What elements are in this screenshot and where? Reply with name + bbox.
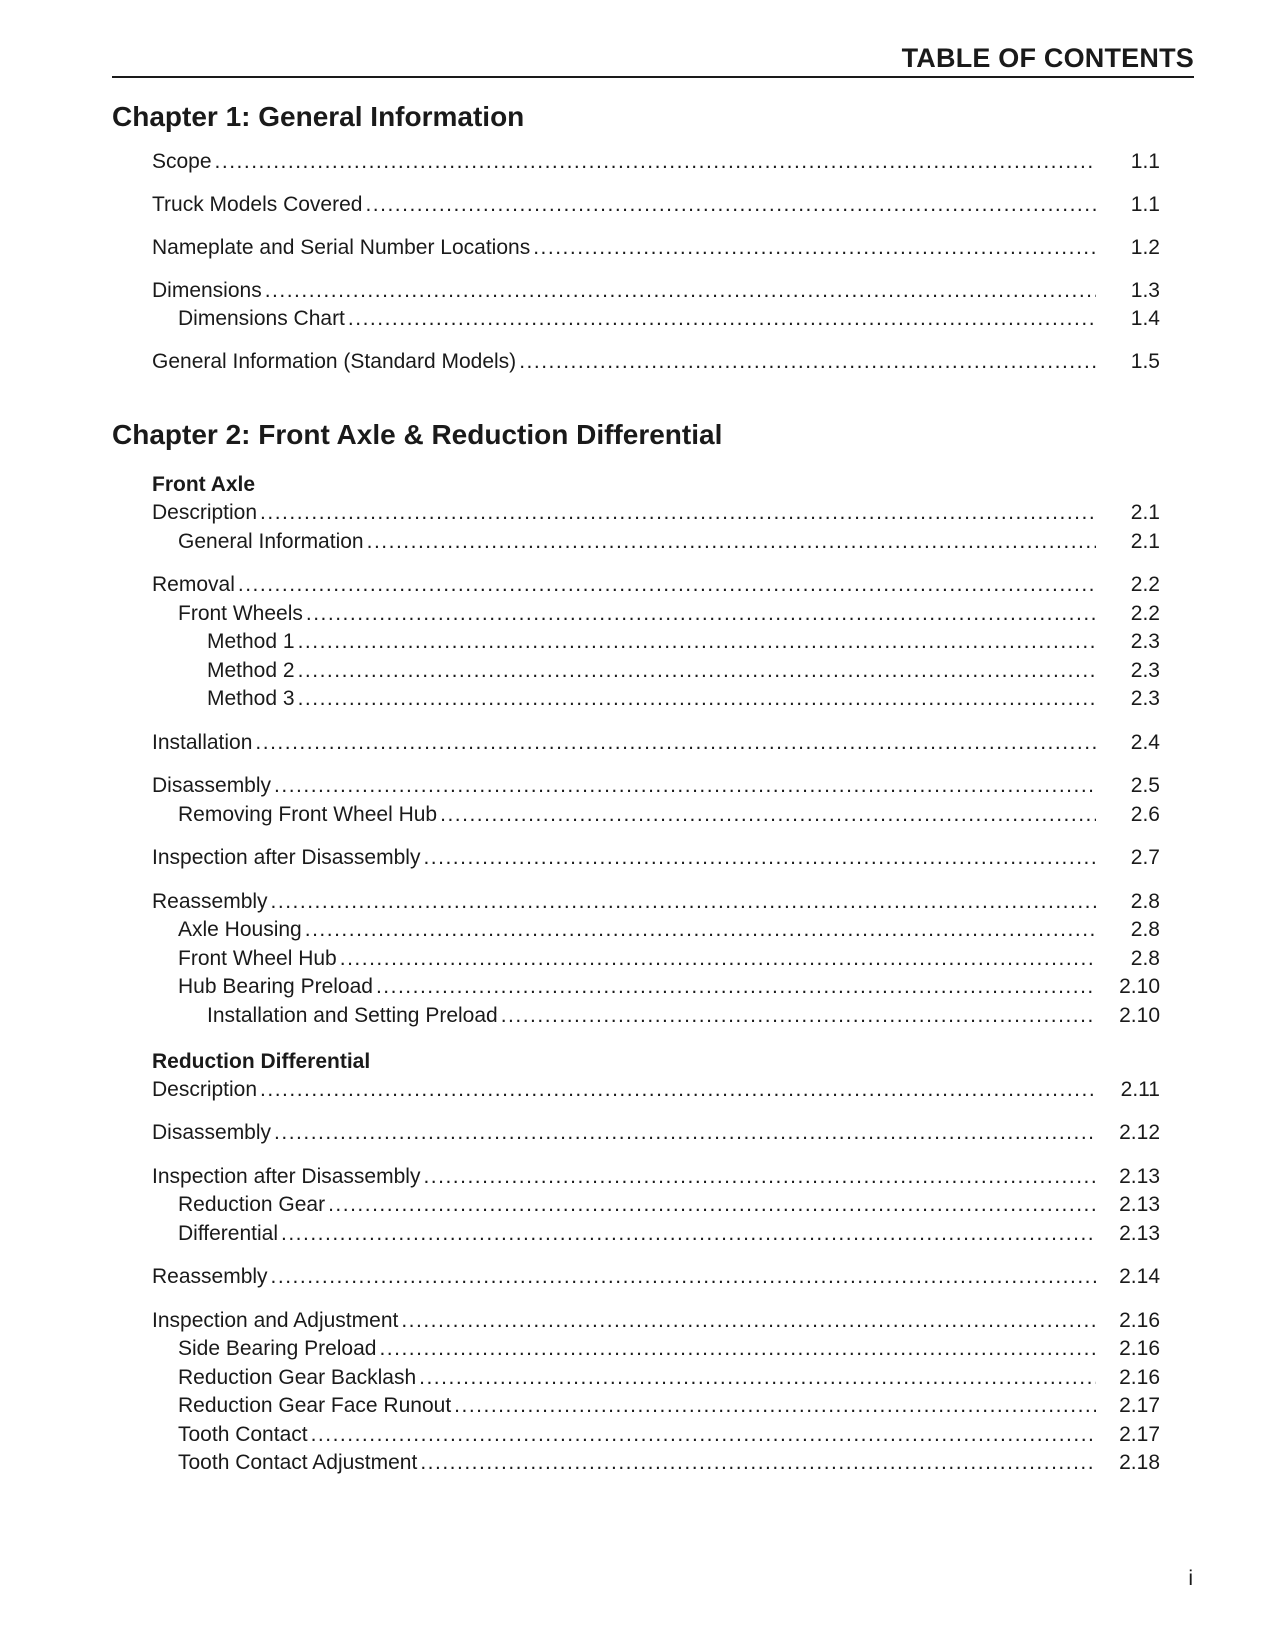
dot-leader (367, 530, 1096, 554)
toc-entry-page: 1.3 (1130, 279, 1160, 302)
toc-entry-page: 1.5 (1130, 350, 1160, 373)
toc-entry-label: Front Wheel Hub (178, 947, 337, 970)
toc-entry-page: 1.1 (1130, 193, 1160, 216)
toc-entry-dimensions[interactable] (152, 279, 1164, 307)
toc-entry-page: 2.8 (1130, 947, 1160, 970)
toc-entry-page: 2.3 (1130, 687, 1160, 710)
dot-leader (265, 279, 1096, 303)
dot-leader (533, 236, 1096, 260)
section-heading-reduction-differential: Reduction Differential (152, 1050, 371, 1073)
toc-entry-disassembly[interactable] (152, 1121, 1164, 1149)
toc-entry-label: Inspection after Disassembly (152, 846, 421, 869)
toc-entry-label: Inspection after Disassembly (152, 1165, 421, 1188)
toc-entry-reduction-gear-backlash[interactable] (178, 1366, 1164, 1394)
toc-entry-reduction-gear[interactable] (178, 1193, 1164, 1221)
dot-leader (260, 1078, 1096, 1102)
toc-entry-page: 2.13 (1119, 1193, 1160, 1216)
toc-entry-label: Dimensions (152, 279, 262, 302)
toc-entry-tooth-contact-adjustment[interactable] (178, 1451, 1164, 1479)
toc-entry-label: Front Wheels (178, 602, 303, 625)
document-title: TABLE OF CONTENTS (901, 43, 1194, 73)
toc-entry-installation-setting-preload[interactable] (207, 1004, 1164, 1032)
toc-entry-page: 2.12 (1119, 1121, 1160, 1144)
toc-entry-reassembly[interactable] (152, 1265, 1164, 1293)
toc-entry-label: Description (152, 1078, 258, 1101)
dot-leader (238, 573, 1096, 597)
toc-entry-page: 2.8 (1130, 890, 1160, 913)
toc-entry-page: 2.11 (1120, 1078, 1160, 1101)
toc-entry-label: General Information (Standard Models) (152, 350, 517, 373)
toc-entry-label: Inspection and Adjustment (152, 1309, 399, 1332)
toc-entry-removal[interactable] (152, 573, 1164, 601)
toc-entry-reassembly[interactable] (152, 890, 1164, 918)
toc-entry-axle-housing[interactable] (178, 918, 1164, 946)
section-heading-front-axle: Front Axle (152, 473, 256, 496)
dot-leader (306, 602, 1096, 626)
toc-entry-page: 2.7 (1130, 846, 1160, 869)
toc-entry-page: 2.2 (1130, 602, 1160, 625)
toc-entry-page: 2.13 (1119, 1222, 1160, 1245)
toc-entry-label: Scope (152, 150, 212, 173)
toc-entry-dimensions-chart[interactable] (178, 307, 1164, 335)
toc-entry-page: 2.1 (1130, 501, 1160, 524)
toc-entry-label: Installation (152, 731, 253, 754)
dot-leader (271, 1265, 1096, 1289)
dot-leader (376, 975, 1096, 999)
toc-entry-label: Side Bearing Preload (178, 1337, 377, 1360)
toc-entry-page: 2.18 (1119, 1451, 1160, 1474)
toc-entry-page: 2.4 (1130, 731, 1160, 754)
toc-entry-scope[interactable] (152, 150, 1164, 178)
toc-entry-page: 2.3 (1130, 630, 1160, 653)
toc-entry-label: Nameplate and Serial Number Locations (152, 236, 531, 259)
toc-entry-label: Tooth Contact Adjustment (178, 1451, 418, 1474)
dot-leader (348, 307, 1096, 331)
toc-entry-page: 2.16 (1119, 1366, 1160, 1389)
toc-entry-label: Description (152, 501, 258, 524)
toc-entry-label: Disassembly (152, 1121, 272, 1144)
toc-entry-label: Tooth Contact (178, 1423, 308, 1446)
dot-leader (423, 1165, 1096, 1189)
toc-entry-disassembly[interactable] (152, 774, 1164, 802)
toc-entry-label: Disassembly (152, 774, 272, 797)
dot-leader (328, 1193, 1096, 1217)
toc-entry-removing-front-wheel-hub[interactable] (178, 803, 1164, 831)
dot-leader (271, 890, 1096, 914)
dot-leader (454, 1394, 1096, 1418)
dot-leader (423, 846, 1096, 870)
toc-entry-inspection-after-disassembly[interactable] (152, 1165, 1164, 1193)
dot-leader (420, 1451, 1096, 1475)
toc-entry-page: 2.14 (1119, 1265, 1160, 1288)
toc-entry-page: 2.1 (1130, 530, 1160, 553)
dot-leader (281, 1222, 1096, 1246)
dot-leader (401, 1309, 1096, 1333)
toc-entry-label: Dimensions Chart (178, 307, 345, 330)
toc-entry-page: 1.1 (1130, 150, 1160, 173)
toc-entry-page: 2.17 (1119, 1423, 1160, 1446)
toc-entry-front-wheels[interactable] (178, 602, 1164, 630)
toc-entry-label: Truck Models Covered (152, 193, 363, 216)
toc-entry-page: 1.4 (1130, 307, 1160, 330)
page-header (112, 38, 1194, 78)
toc-entry-label: General Information (178, 530, 364, 553)
dot-leader (298, 687, 1096, 711)
toc-entry-label: Installation and Setting Preload (207, 1004, 498, 1027)
dot-leader (340, 947, 1096, 971)
toc-entry-page: 2.5 (1130, 774, 1160, 797)
toc-entry-page: 2.8 (1130, 918, 1160, 941)
dot-leader (419, 1366, 1096, 1390)
dot-leader (215, 150, 1096, 174)
toc-entry-label: Differential (178, 1222, 278, 1245)
chapter-2-title: Chapter 2: Front Axle & Reduction Differential (112, 419, 723, 450)
toc-entry-description[interactable] (152, 501, 1164, 529)
toc-entry-description[interactable] (152, 1078, 1164, 1106)
dot-leader (379, 1337, 1096, 1361)
dot-leader (305, 918, 1096, 942)
toc-entry-truck-models-covered[interactable] (152, 193, 1164, 221)
toc-entry-label: Reduction Gear Face Runout (178, 1394, 452, 1417)
dot-leader (274, 774, 1096, 798)
dot-leader (519, 350, 1096, 374)
toc-entry-label: Hub Bearing Preload (178, 975, 373, 998)
toc-entry-page: 2.16 (1119, 1309, 1160, 1332)
toc-entry-side-bearing-preload[interactable] (178, 1337, 1164, 1365)
toc-entry-method-1[interactable] (207, 630, 1164, 658)
toc-entry-method-2[interactable] (207, 659, 1164, 687)
page-number: i (1188, 1567, 1193, 1590)
dot-leader (501, 1004, 1096, 1028)
toc-entry-general-information-standard[interactable] (152, 350, 1164, 378)
toc-entry-page: 2.3 (1130, 659, 1160, 682)
toc-entry-installation[interactable] (152, 731, 1164, 759)
toc-entry-tooth-contact[interactable] (178, 1423, 1164, 1451)
toc-entry-page: 2.10 (1119, 975, 1160, 998)
toc-entry-label: Reassembly (152, 890, 268, 913)
dot-leader (311, 1423, 1096, 1447)
toc-entry-page: 2.17 (1119, 1394, 1160, 1417)
toc-entry-label: Removing Front Wheel Hub (178, 803, 438, 826)
toc-entry-page: 2.16 (1119, 1337, 1160, 1360)
toc-entry-general-information[interactable] (178, 530, 1164, 558)
toc-entry-inspection-after-disassembly[interactable] (152, 846, 1164, 874)
toc-entry-page: 2.2 (1130, 573, 1160, 596)
toc-entry-nameplate[interactable] (152, 236, 1164, 264)
toc-entry-label: Reduction Gear Backlash (178, 1366, 417, 1389)
toc-entry-inspection-and-adjustment[interactable] (152, 1309, 1164, 1337)
toc-entry-page: 1.2 (1130, 236, 1160, 259)
toc-entry-differential[interactable] (178, 1222, 1164, 1250)
toc-entry-reduction-gear-face-runout[interactable] (178, 1394, 1164, 1422)
toc-entry-label: Method 3 (207, 687, 295, 710)
toc-entry-method-3[interactable] (207, 687, 1164, 715)
toc-entry-page: 2.13 (1119, 1165, 1160, 1188)
dot-leader (365, 193, 1096, 217)
dot-leader (440, 803, 1096, 827)
toc-entry-page: 2.6 (1130, 803, 1160, 826)
dot-leader (298, 659, 1096, 683)
toc-entry-front-wheel-hub[interactable] (178, 947, 1164, 975)
chapter-1-title: Chapter 1: General Information (112, 101, 525, 132)
toc-entry-label: Removal (152, 573, 235, 596)
dot-leader (255, 731, 1096, 755)
dot-leader (260, 501, 1096, 525)
toc-entry-page: 2.10 (1119, 1004, 1160, 1027)
toc-entry-label: Reduction Gear (178, 1193, 326, 1216)
toc-entry-label: Reassembly (152, 1265, 268, 1288)
toc-entry-hub-bearing-preload[interactable] (178, 975, 1164, 1003)
dot-leader (298, 630, 1096, 654)
dot-leader (274, 1121, 1096, 1145)
toc-entry-label: Axle Housing (178, 918, 302, 941)
toc-entry-label: Method 1 (207, 630, 295, 653)
toc-entry-label: Method 2 (207, 659, 295, 682)
